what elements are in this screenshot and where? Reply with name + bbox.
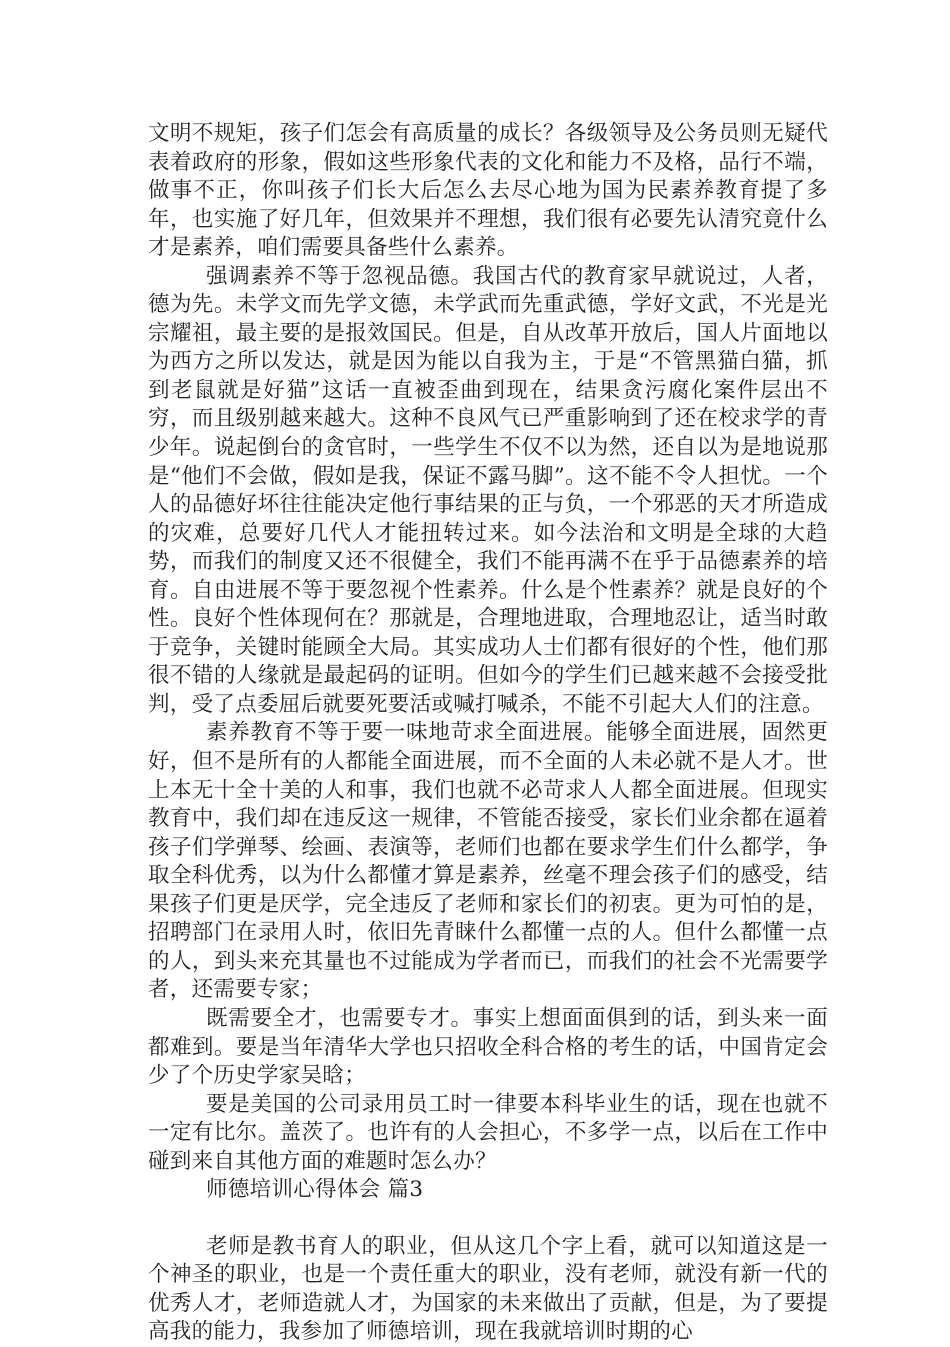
- paragraph-2: 强调素养不等于忽视品德。我国古代的教育家早就说过，人者，德为先。未学文而先学文德，未学武而先重武德，学好文武，不光是光宗耀祖，最主要的是报效国民。但是，自从改革开放后，国人片面地以为西方之所以发达，就是因为能以自我为主，于是“不管黑猫白猫，抓到老鼠就是好猫”这话一直被歪曲到现在，结果贪污腐化案件层出不穷，而且级别越来越大。这种不良风气已严重影响到了还在校求学的青少年。说起倒台的贪官时，一些学生不仅不以为然，还自以为是地说那是“他们不会做，假如是我，保证不露马脚”。这不能不令人担忧。一个人的品德好坏往往能决定他行事结果的正与负，一个邪恶的天才所造成的灾难，总要好几代人才能扭转过来。如今法治和文明是全球的大趋势，而我们的制度又还不很健全，我们不能再满不在乎于品德素养的培育。自由进展不等于要忽视个性素养。什么是个性素养？就是良好的个性。良好个性体现何在？那就是，合理地进取，合理地忍让，适当时敢于竞争，关键时能顾全大局。其实成功人士们都有很好的个性，他们那很不错的人缘就是最起码的证明。但如今的学生们已越来越不会接受批判，受了点委屈后就要死要活或喊打喊杀，不能不引起大人们的注意。: [148, 263, 828, 717]
- paragraph-5: 要是美国的公司录用员工时一律要本科毕业生的话，现在也就不一定有比尔。盖茨了。也许有的人会担心，不多学一点，以后在工作中碰到来自其他方面的难题时怎么办？: [148, 1091, 828, 1174]
- paragraph-3: 素养教育不等于要一味地苛求全面进展。能够全面进展，固然更好，但不是所有的人都能全面进展，而不全面的人未必就不是人才。世上本无十全十美的人和事，我们也就不必苛求人人都全面进展。但现实教育中，我们却在违反这一规律，不管能否接受，家长们业余都在逼着孩子们学弹琴、绘画、表演等，老师们也都在要求学生们什么都学，争取全科优秀，以为什么都懂才算是素养，丝毫不理会孩子们的感受，结果孩子们更是厌学，完全违反了老师和家长们的初衷。更为可怕的是，招聘部门在录用人时，依旧先青睐什么都懂一点的人。但什么都懂一点的人，到头来充其量也不过能成为学者而已，而我们的社会不光需要学者，还需要专家；: [148, 720, 828, 1003]
- paragraph-6: 老师是教书育人的职业，但从这几个字上看，就可以知道这是一个神圣的职业，也是一个责任重大的职业，没有老师，就没有新一代的优秀人才，老师造就人才，为国家的未来做出了贡献，但是，为了要提高我的能力，我参加了师德培训，现在我就培训时期的心: [148, 1233, 828, 1345]
- paragraph-1: 文明不规矩，孩子们怎会有高质量的成长？各级领导及公务员则无疑代表着政府的形象，假如这些形象代表的文化和能力不及格，品行不端，做事不正，你叫孩子们长大后怎么去尽心地为国为民素养教育提了多年，也实施了好几年，但效果并不理想，我们很有必要先认清究竟什么才是素养，咱们需要具备些什么素养。: [148, 121, 828, 261]
- document-body: [148, 120, 828, 1347]
- paragraph-4: 既需要全才，也需要专才。事实上想面面俱到的话，到头来一面都难到。要是当年清华大学也只招收全科合格的考生的话，中国肯定会少了个历史学家吴晗；: [148, 1005, 828, 1089]
- section-heading: 师德培训心得体会 篇3: [206, 1177, 424, 1203]
